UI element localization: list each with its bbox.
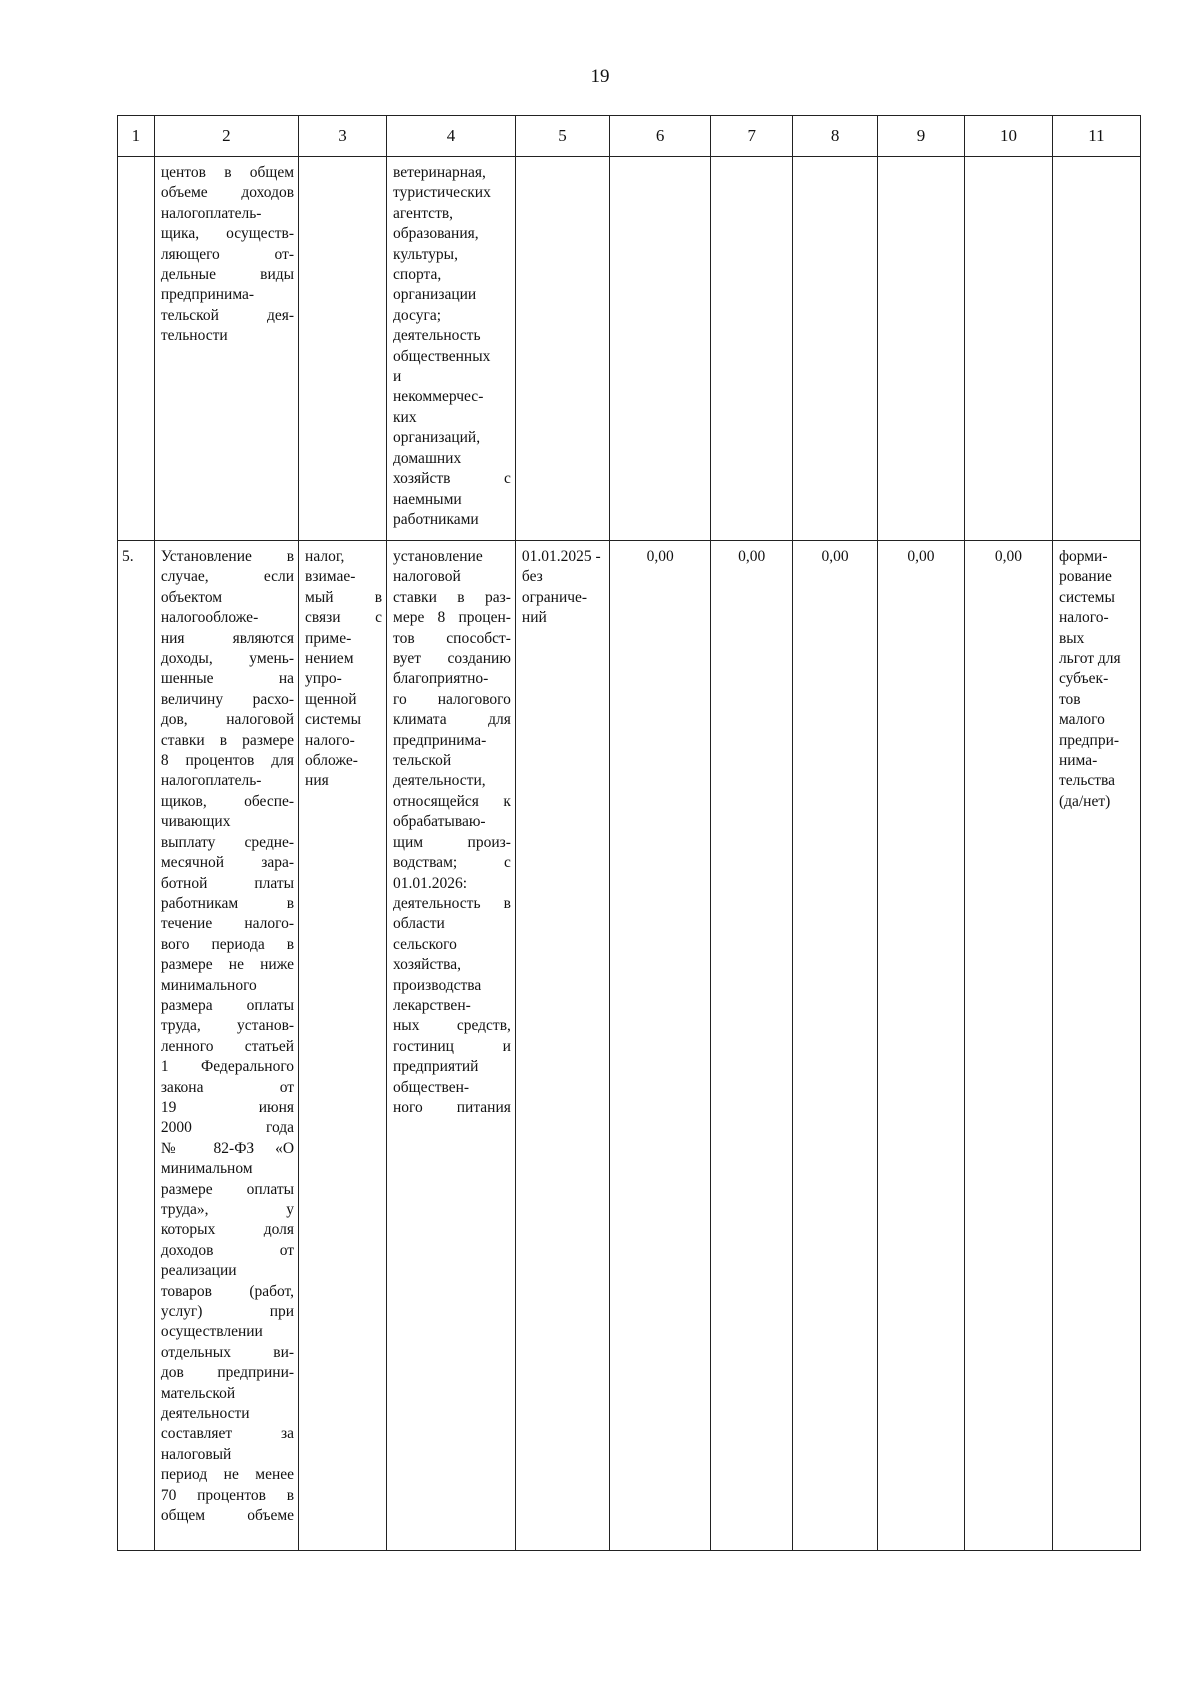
row-number-cell: 5.	[118, 541, 155, 1551]
cell-text-line: и	[393, 368, 402, 386]
cell-text-line: мый в	[305, 588, 383, 606]
cell-text-line: обществен-	[393, 1078, 470, 1096]
cell-text-line: области	[393, 915, 445, 933]
cell-text-line: субъек-	[1058, 670, 1109, 688]
cell-text-line: налого-	[1058, 609, 1109, 627]
value-cell	[878, 157, 965, 541]
value-cell: 0,00	[793, 541, 878, 1551]
cell-text-line: 2000 года	[160, 1119, 295, 1137]
cell-text-line: организаций,	[393, 429, 481, 447]
cell-text-line: выплату средне-	[160, 833, 295, 851]
cell-text-line: домашних	[393, 449, 462, 467]
cell-text-line: щим произ-	[393, 833, 511, 851]
cell-text-line: товаров (работ,	[160, 1282, 295, 1300]
cell-text-line: налого-	[305, 731, 355, 749]
cell-text-line: нима-	[1058, 752, 1098, 770]
header-cell: 7	[711, 116, 793, 157]
cell-text-line: упро-	[305, 670, 342, 688]
header-cell: 3	[299, 116, 387, 157]
cell-text-line: центов в общем	[160, 164, 295, 181]
cell-text-line: мере 8 процен-	[393, 609, 511, 627]
cell-text-line: гостиниц и	[393, 1037, 511, 1055]
cell-text-line: щиков, обеспе-	[160, 792, 295, 810]
value-cell: 0,00	[610, 541, 711, 1551]
cell-text-line: щика, осуществ-	[160, 225, 295, 243]
cell-text-line: 70 процентов в	[160, 1486, 295, 1504]
goal-cell	[387, 541, 516, 1551]
cell-text-line: сельского	[393, 935, 457, 953]
value-cell	[711, 157, 793, 541]
cell-text-line: налогоплатель-	[160, 204, 262, 222]
cell-text-line: ставки в раз-	[393, 588, 511, 606]
cell-text-line: вых	[1058, 629, 1085, 647]
cell-text-line: тельства	[1058, 772, 1116, 790]
header-cell: 4	[387, 116, 516, 157]
cell-text-line: тельности	[160, 327, 228, 345]
cell-text-line: культуры,	[393, 245, 458, 263]
cell-text-line: производства	[393, 976, 482, 994]
cell-text-line: осуществлении	[160, 1323, 263, 1341]
cell-text-line: системы	[1058, 588, 1115, 606]
cell-text-line: которых доля	[160, 1221, 295, 1239]
cell-text-line: туристических	[393, 184, 491, 202]
cell-text-line: налоговый	[160, 1445, 232, 1463]
cell-text-line: закона от	[160, 1078, 295, 1096]
cell-text-line: труда, установ-	[160, 1017, 295, 1035]
cell-text-line: составляет за	[160, 1425, 295, 1443]
cell-text-line: благоприятно-	[393, 670, 489, 688]
cell-text-line: ния	[305, 772, 329, 790]
cell-text-line: щенной	[305, 690, 357, 708]
period-cell	[515, 541, 609, 1551]
cell-text-line: 19 июня	[160, 1098, 295, 1116]
cell-text-line: 01.01.2026:	[393, 874, 468, 892]
cell-text-line: мательской	[160, 1384, 236, 1402]
cell-text-line: работниками	[393, 510, 479, 528]
header-cell: 1	[118, 116, 155, 157]
header-cell: 6	[610, 116, 711, 157]
period-cell	[515, 157, 609, 541]
cell-text-line: обложе-	[305, 752, 358, 770]
data-table	[117, 115, 1141, 1551]
cell-text-line: налог,	[305, 548, 345, 565]
cell-text-line: минимальном	[160, 1160, 253, 1178]
cell-text-line: малого	[1058, 711, 1105, 729]
goal-cell	[387, 157, 516, 541]
cell-text-line: отдельных ви-	[160, 1343, 295, 1361]
table-row-5	[118, 541, 1141, 1551]
purpose-cell	[1052, 157, 1140, 541]
cell-text-line: хозяйств с	[393, 470, 511, 488]
cell-text-line: ких	[393, 408, 417, 426]
cell-text-line: ного питания	[393, 1098, 511, 1116]
value-cell: 0,00	[711, 541, 793, 1551]
cell-text-line: налогоплатель-	[160, 772, 262, 790]
cell-text-line: труда», у	[160, 1201, 295, 1218]
cell-text-line: доходы, умень-	[160, 650, 295, 668]
header-cell: 11	[1052, 116, 1140, 157]
cell-text-line: налоговой	[393, 568, 461, 586]
cell-text-line: водствам; с	[393, 854, 511, 872]
cell-text-line: тельской дея-	[160, 306, 295, 324]
cell-text-line: 01.01.2025 -	[521, 548, 601, 565]
cell-text-line: предпринима-	[160, 286, 255, 304]
cell-text-line: тов способст-	[393, 629, 511, 647]
cell-text-line: течение налого-	[160, 915, 295, 933]
tax-type-cell	[299, 157, 387, 541]
cell-text-line: дов, налоговой	[160, 711, 295, 729]
tax-type-cell	[299, 541, 387, 1551]
indicator-cell	[154, 157, 298, 541]
cell-text-line: тов	[1058, 690, 1081, 708]
cell-text-line: спорта,	[393, 266, 442, 284]
header-cell: 9	[878, 116, 965, 157]
header-cell: 10	[964, 116, 1052, 157]
cell-text-line: установление	[393, 548, 483, 565]
cell-text-line: льгот для	[1058, 650, 1121, 668]
cell-text-line: предприятий	[393, 1058, 479, 1076]
cell-text-line: 1 Федерального	[160, 1058, 295, 1076]
cell-text-line: досуга;	[393, 306, 442, 324]
cell-text-line: ний	[521, 609, 547, 627]
cell-text-line: хозяйства,	[393, 956, 461, 974]
cell-text-line: го налогового	[393, 690, 511, 708]
cell-text-line: предпринима-	[393, 731, 487, 749]
cell-text-line: образования,	[393, 225, 479, 243]
cell-text-line: доходов от	[160, 1241, 295, 1259]
cell-text-line: деятельность	[393, 327, 481, 345]
cell-text-line: чивающих	[160, 813, 231, 831]
cell-text-line: климата для	[393, 711, 511, 729]
cell-text-line: период не менее	[160, 1466, 295, 1484]
cell-text-line: ляющего от-	[160, 245, 295, 263]
cell-text-line: рование	[1058, 568, 1112, 586]
row-number-cell	[118, 157, 155, 541]
cell-text-line: предпри-	[1058, 731, 1120, 749]
cell-text-line: ставки в размере	[160, 731, 295, 749]
cell-text-line: 8 процентов для	[160, 752, 295, 770]
value-cell: 0,00	[878, 541, 965, 1551]
cell-text-line: общественных	[393, 347, 491, 365]
cell-text-line: размере оплаты	[160, 1180, 295, 1198]
cell-text-line: деятельности	[160, 1405, 250, 1423]
cell-text-line: налогообложе-	[160, 609, 259, 627]
cell-text-line: ных средств,	[393, 1017, 511, 1035]
cell-text-line: Установление в	[160, 548, 295, 565]
page-number: 19	[590, 66, 610, 87]
cell-text-line: дов предприни-	[160, 1364, 295, 1382]
cell-text-line: ния являются	[160, 629, 295, 647]
cell-text-line: ветеринарная,	[393, 164, 486, 181]
cell-text-line: агентств,	[393, 204, 454, 222]
table-row-continued	[118, 157, 1141, 541]
cell-text-line: тельской	[393, 752, 452, 770]
cell-text-line: вует созданию	[393, 650, 511, 668]
cell-text-line: деятельность в	[393, 894, 511, 912]
header-cell: 8	[793, 116, 878, 157]
cell-text-line: ограниче-	[521, 588, 588, 606]
cell-text-line: размере не ниже	[160, 956, 295, 974]
cell-text-line: форми-	[1058, 548, 1108, 565]
cell-text-line: лекарствен-	[393, 996, 471, 1014]
cell-text-line: размера оплаты	[160, 996, 295, 1014]
table-header-row	[118, 116, 1141, 157]
cell-text-line: работникам в	[160, 894, 295, 912]
value-cell: 0,00	[964, 541, 1052, 1551]
cell-text-line: № 82-ФЗ «О	[160, 1139, 295, 1157]
cell-text-line: приме-	[305, 629, 352, 647]
cell-text-line: ленного статьей	[160, 1037, 295, 1055]
cell-text-line: ботной платы	[160, 874, 295, 892]
cell-text-line: дельные виды	[160, 266, 295, 284]
value-cell	[793, 157, 878, 541]
cell-text-line: случае, если	[160, 568, 295, 586]
cell-text-line: без	[521, 568, 543, 586]
cell-text-line: связи с	[305, 609, 383, 627]
cell-text-line: деятельности,	[393, 772, 486, 790]
header-cell: 5	[515, 116, 609, 157]
indicator-cell	[154, 541, 298, 1551]
value-cell	[964, 157, 1052, 541]
header-cell: 2	[154, 116, 298, 157]
purpose-cell	[1052, 541, 1140, 1551]
cell-text-line: реализации	[160, 1262, 237, 1280]
cell-text-line: организации	[393, 286, 477, 304]
cell-text-line: объеме доходов	[160, 184, 295, 202]
cell-text-line: нением	[305, 650, 354, 668]
cell-text-line: (да/нет)	[1058, 792, 1111, 810]
cell-text-line: месячной зара-	[160, 854, 295, 872]
cell-text-line: наемными	[393, 490, 462, 508]
cell-text-line: шенные на	[160, 670, 295, 688]
cell-text-line: взимае-	[305, 568, 356, 586]
cell-text-line: услуг) при	[160, 1303, 295, 1321]
cell-text-line: минимального	[160, 976, 257, 994]
cell-text-line: общем объеме	[160, 1507, 295, 1525]
cell-text-line: системы	[305, 711, 361, 729]
value-cell	[610, 157, 711, 541]
cell-text-line: относящейся к	[393, 792, 511, 810]
cell-text-line: объектом	[160, 588, 223, 606]
cell-text-line: вого периода в	[160, 935, 295, 953]
cell-text-line: величину расхо-	[160, 690, 295, 708]
cell-text-line: обрабатываю-	[393, 813, 486, 831]
cell-text-line: некоммерчес-	[393, 388, 484, 406]
